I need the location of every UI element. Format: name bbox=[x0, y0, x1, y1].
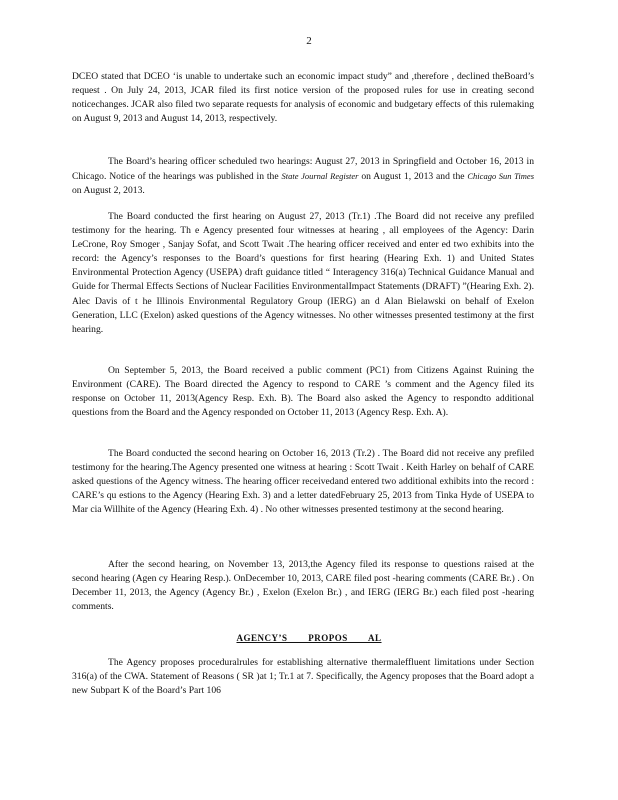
paragraph-text: The Board conducted the second hearing on October 16, 2013 (Tr.2) . The Board did not receive any prefiled testimony for the hearing.The Agency presented one witness at hearing : Scott Twait . Keith Harley on behalf of CARE asked questions of the Agency witness. The hearing officer receivedand entered two additional exhibits into the record : CARE’s qu estions to the Agency (Hearing Exh. 3) and a letter datedFebruary 25, 2013 from Tinka Hyde of USEPA to Mar cia Willhite of the Agency (Hearing Exh. 4) . No other witnesses presented testimony at the second hearing. bbox=[72, 448, 534, 516]
paragraph-first-hearing bbox=[72, 210, 534, 337]
paragraph-text: on August 2, 2013. bbox=[72, 185, 145, 197]
paragraph-text: The Agency proposes proceduralrules for establishing alternative thermaleffluent limitations under Section 316(a) of the CWA. Statement of Reasons ( SR )at 1; Tr.1 at 7. Specifically, the Agency proposes that the Board adopt a new Subpart K of the Board’s Part 106 bbox=[72, 657, 534, 697]
paragraph-hearing-schedule bbox=[72, 155, 534, 198]
paragraph-agency-proposal bbox=[72, 656, 534, 698]
publication-title: Chicago Sun Times bbox=[467, 171, 534, 182]
paragraph-second-hearing bbox=[72, 447, 534, 517]
paragraph-text: DCEO stated that DCEO ‘is unable to undertake such an economic impact study” and ,therefore , declined theBoard’s request . On July 24, 2013, JCAR filed its first notice version of the proposed rules for use in creating second noticechanges. JCAR also filed two separate requests for analysis of economic and budgetary effects of this rulemaking on August 9, 2013 and August 14, 2013, respectively. bbox=[72, 71, 534, 125]
paragraph-post-hearing bbox=[72, 558, 534, 614]
paragraph-dceo-jcar bbox=[72, 70, 534, 126]
paragraph-text: The Board’s hearing officer scheduled two hearings: August 27, 2013 in Springfield and October 16, 2013 in Chicago. Notice of the hearings was published in the bbox=[72, 156, 534, 183]
paragraph-text: The Board conducted the first hearing on August 27, 2013 (Tr.1) .The Board did not receive any prefiled testimony for the hearing. Th e Agency presented four witnesses at hearing , all employees of the Agency: Darin LeCrone, Roy Smoger , Sanjay Sofat, and Scott Twait .The hearing officer received and enter ed two exhibits into the record: the Agency’s responses to the Board’s questions for first hearing (Hearing Exh. 1) and United States Environmental Protection Agency (USEPA) draft guidance titled “ Interagency 316(a) Technical Guidance Manual and Guide for Thermal Effects Sections of Nuclear Facilities EnvironmentalImpact Statements (DRAFT) ”(Hearing Exh. 2). Alec Davis of t he Illinois Environmental Regulatory Group (IERG) an d Alan Bielawski on behalf of Exelon Generation, LLC (Exelon) asked questions of the Agency witnesses. No other witnesses presented testimony at the first hearing. bbox=[72, 211, 534, 335]
paragraph-text: On September 5, 2013, the Board received a public comment (PC1) from Citizens Against Ruining the Environment (CARE). The Board directed the Agency to respond to CARE ’s comment and the Agency filed its response on October 11, 2013(Agency Resp. Exh. B). The Board also asked the Agency to respondto additional questions from the Board and the Agency responded on October 11, 2013 (Agency Resp. Exh. A). bbox=[72, 365, 534, 419]
paragraph-text: on August 1, 2013 and the bbox=[358, 171, 468, 183]
section-heading: AGENCY’S PROPOS AL bbox=[236, 633, 382, 643]
paragraph-public-comment bbox=[72, 364, 534, 420]
page-number: 2 bbox=[306, 35, 312, 47]
publication-title: State Journal Register bbox=[281, 171, 359, 182]
paragraph-text: After the second hearing, on November 13, 2013,the Agency filed its response to questions raised at the second hearing (Agen cy Hearing Resp.). OnDecember 10, 2013, CARE filed post -hearing comments (CARE Br.) . On December 11, 2013, the Agency (Agency Br.) , Exelon (Exelon Br.) , and IERG (IERG Br.) each filed post -hearing comments. bbox=[72, 559, 534, 613]
